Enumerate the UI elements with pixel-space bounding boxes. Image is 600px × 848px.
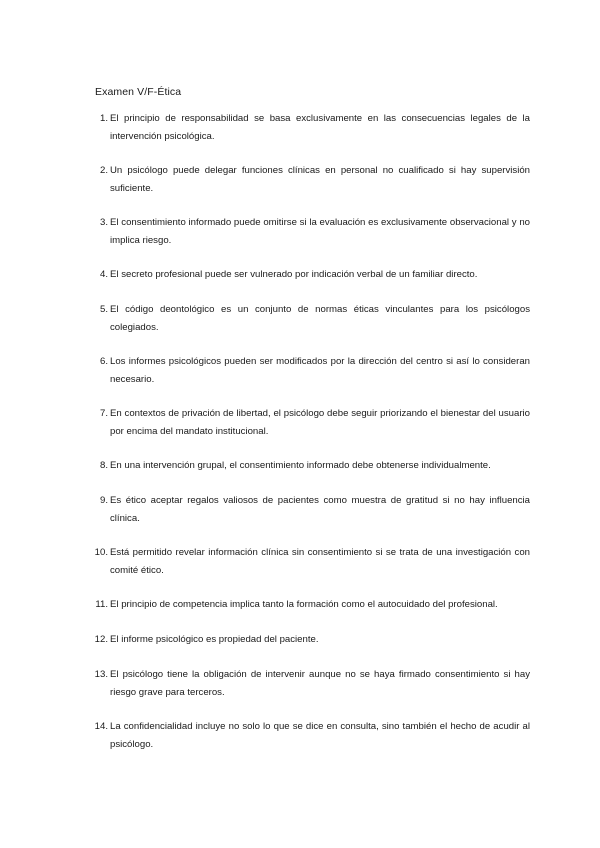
question-item [0, 492, 600, 544]
question-number: 6. [99, 356, 108, 367]
question-number: 8. [99, 460, 108, 471]
question-item [0, 718, 600, 770]
question-item [0, 596, 600, 631]
question-text: En una intervención grupal, el consentimiento informado debe obtenerse individualmente. [110, 460, 491, 471]
question-item [0, 353, 600, 405]
question-number: 2. [99, 165, 108, 176]
question-number: 9. [99, 495, 108, 506]
question-text: El secreto profesional puede ser vulnerado por indicación verbal de un familiar directo. [110, 269, 478, 280]
question-text: Los informes psicológicos pueden ser modificados por la dirección del centro si así lo consideran necesario. [110, 356, 530, 385]
question-number: 12. [94, 634, 108, 645]
question-text: El principio de competencia implica tanto la formación como el autocuidado del profesional. [110, 599, 498, 610]
question-item [0, 110, 600, 162]
question-text: Está permitido revelar información clínica sin consentimiento si se trata de una investigación con comité ético. [110, 547, 530, 576]
document-title: Examen V/F-Ética [95, 86, 182, 98]
question-item [0, 266, 600, 301]
question-text: El psicólogo tiene la obligación de intervenir aunque no se haya firmado consentimiento si hay riesgo grave para terceros. [110, 669, 530, 698]
question-item [0, 214, 600, 266]
question-number: 13. [94, 669, 108, 680]
question-number: 3. [99, 217, 108, 228]
question-text: En contextos de privación de libertad, el psicólogo debe seguir priorizando el bienestar del usuario por encima del mandato institucional. [110, 408, 530, 437]
question-number: 11. [95, 599, 108, 610]
question-text: Es ético aceptar regalos valiosos de pacientes como muestra de gratitud si no hay influencia clínica. [110, 495, 530, 524]
question-item [0, 544, 600, 596]
question-text: Un psicólogo puede delegar funciones clínicas en personal no cualificado si hay supervisión suficiente. [110, 165, 530, 194]
question-number: 14. [94, 721, 108, 732]
question-item [0, 457, 600, 492]
question-text: El código deontológico es un conjunto de normas éticas vinculantes para los psicólogos colegiados. [110, 304, 530, 333]
question-number: 10. [94, 547, 108, 558]
question-number: 1. [99, 113, 108, 124]
question-text: El consentimiento informado puede omitirse si la evaluación es exclusivamente observacional y no implica riesgo. [110, 217, 530, 246]
question-text: El principio de responsabilidad se basa exclusivamente en las consecuencias legales de la intervención psicológica. [110, 113, 530, 142]
question-list [0, 110, 600, 770]
question-number: 5. [99, 304, 108, 315]
question-number: 7. [99, 408, 108, 419]
question-item [0, 162, 600, 214]
question-item [0, 666, 600, 718]
question-item [0, 301, 600, 353]
question-item [0, 631, 600, 666]
question-number: 4. [99, 269, 108, 280]
question-item [0, 405, 600, 457]
question-text: La confidencialidad incluye no solo lo que se dice en consulta, sino también el hecho de acudir al psicólogo. [110, 721, 530, 750]
question-text: El informe psicológico es propiedad del paciente. [110, 634, 319, 645]
